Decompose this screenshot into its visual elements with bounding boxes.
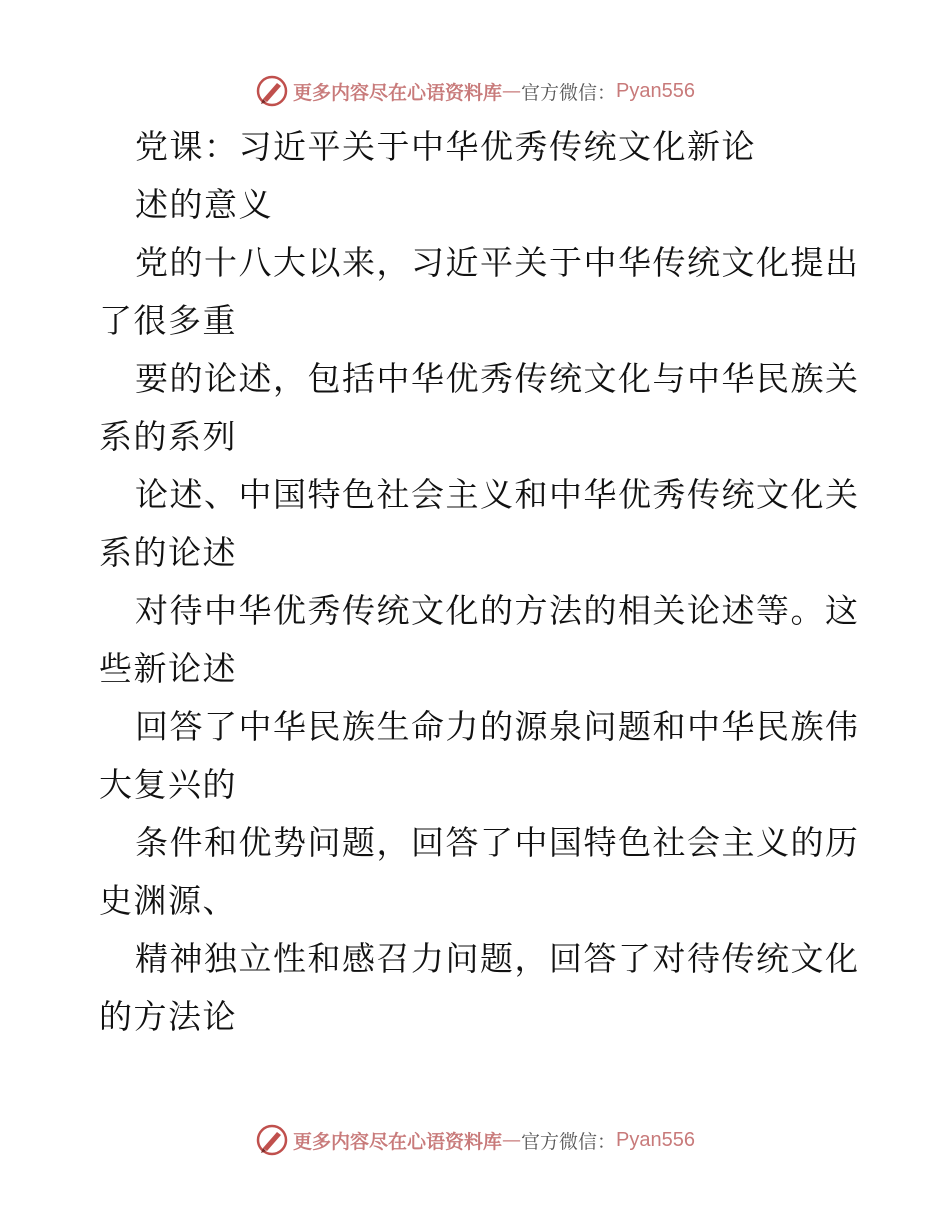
paragraph-line: 条件和优势问题，回答了中国特色社会主义的历 [135, 823, 860, 862]
watermark-label: 官方微信： [521, 81, 617, 104]
paragraph-line: 要的论述，包括中华优秀传统文化与中华民族关 [135, 359, 860, 398]
paragraph-line: 系的系列 [99, 417, 237, 456]
paragraph-line: 论述、中国特色社会主义和中华优秀传统文化关 [135, 475, 860, 514]
paragraph-line: 回答了中华民族生命力的源泉问题和中华民族伟 [135, 707, 860, 746]
watermark-label: 官方微信： [521, 1130, 617, 1153]
pen-logo-icon [255, 74, 289, 108]
watermark-separator: — [502, 1129, 522, 1151]
watermark-separator: — [502, 80, 522, 102]
paragraph-line: 些新论述 [99, 649, 237, 688]
paragraph-line: 党的十八大以来，习近平关于中华传统文化提出 [135, 243, 860, 282]
watermark-wechat-id: Pyan556 [616, 1128, 695, 1151]
header-watermark [0, 71, 950, 111]
pen-logo-icon [255, 1123, 289, 1157]
watermark-site-text: 更多内容尽在心语资料库 [293, 81, 503, 104]
paragraph-line: 史渊源、 [99, 881, 237, 920]
watermark-site-text: 更多内容尽在心语资料库 [293, 1130, 503, 1153]
paragraph-line: 对待中华优秀传统文化的方法的相关论述等。这 [135, 591, 860, 630]
paragraph-line: 大复兴的 [99, 765, 237, 804]
paragraph-line: 精神独立性和感召力问题，回答了对待传统文化 [135, 939, 860, 978]
footer-watermark [0, 1120, 950, 1160]
paragraph-line: 了很多重 [99, 301, 237, 340]
paragraph-line: 的方法论 [99, 997, 237, 1036]
title-line-2: 述的意义 [135, 185, 273, 224]
watermark-wechat-id: Pyan556 [616, 79, 695, 102]
title-line-1: 党课：习近平关于中华优秀传统文化新论 [135, 127, 756, 166]
paragraph-line: 系的论述 [99, 533, 237, 572]
